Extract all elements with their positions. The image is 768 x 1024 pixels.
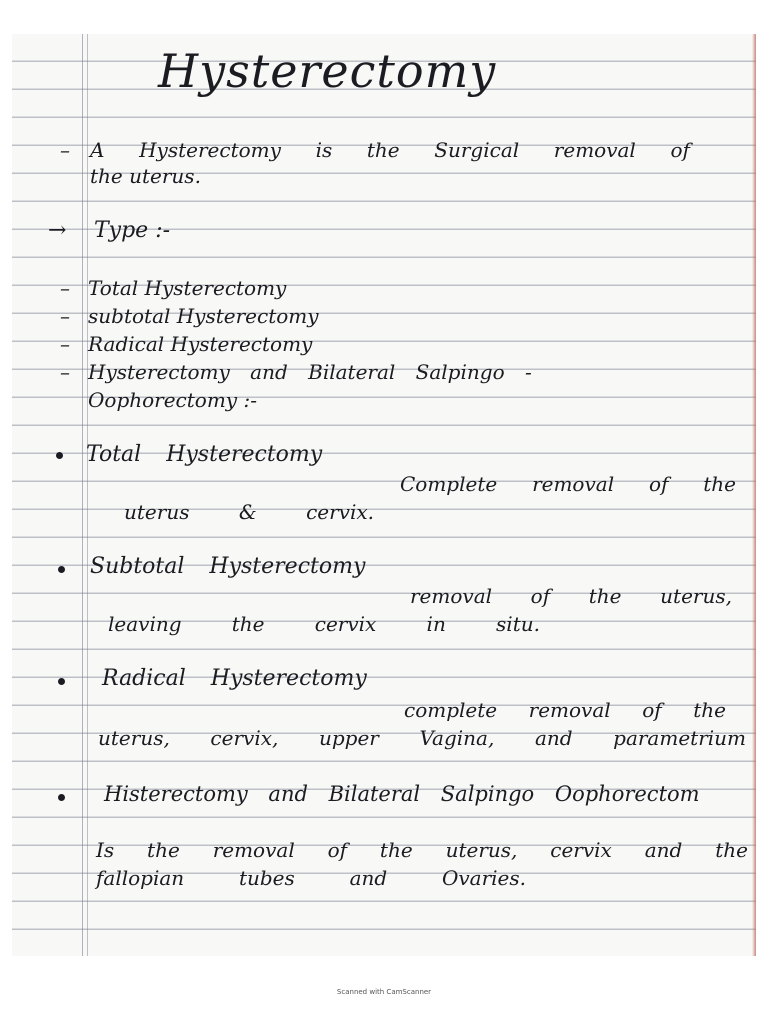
section-line-2 — [124, 500, 374, 524]
word: A — [90, 138, 105, 162]
section-line-2 — [108, 612, 540, 636]
word: and — [644, 838, 683, 862]
word: situ. — [496, 612, 540, 636]
bullet-dot — [58, 678, 65, 685]
word: Is — [96, 838, 115, 862]
word: Ovaries. — [441, 866, 526, 890]
page-title: Hysterectomy — [158, 44, 497, 98]
section-line-1 — [96, 838, 748, 862]
bullet-dot — [58, 566, 65, 573]
word: complete — [404, 698, 498, 722]
scanner-watermark: Scanned with CamScanner — [336, 988, 432, 996]
word: of — [530, 584, 551, 608]
list-item: Radical Hysterectomy — [88, 332, 313, 356]
bullet-dot — [58, 794, 65, 801]
list-dash: – — [60, 304, 70, 328]
section-heading: Radical Hysterectomy — [102, 666, 367, 691]
word: the — [147, 838, 180, 862]
section-line-1 — [400, 472, 736, 496]
word: Vagina, — [419, 726, 495, 750]
word: removal — [410, 584, 493, 608]
section-line-2 — [96, 866, 526, 890]
intro-line-1 — [90, 138, 690, 162]
word: uterus, — [98, 726, 170, 750]
word: the — [588, 584, 622, 608]
word: fallopian — [96, 866, 185, 890]
word: leaving — [108, 612, 182, 636]
word: & — [238, 500, 257, 524]
word: of — [327, 838, 348, 862]
word: the — [231, 612, 265, 636]
word: in — [426, 612, 446, 636]
word: cervix. — [306, 500, 374, 524]
word: of — [648, 472, 669, 496]
list-item: subtotal Hysterectomy — [88, 304, 319, 328]
word: Surgical — [434, 138, 520, 162]
notebook-page-scan — [12, 34, 756, 956]
word: and — [349, 866, 388, 890]
word: removal — [553, 138, 636, 162]
word: Complete — [400, 472, 498, 496]
intro-line-2: the uterus. — [90, 164, 201, 188]
word: of — [670, 138, 690, 162]
list-item: Hysterectomy and Bilateral Salpingo - — [88, 360, 532, 384]
word: removal — [212, 838, 295, 862]
word: the — [693, 698, 726, 722]
word: of — [642, 698, 662, 722]
word: cervix, — [210, 726, 279, 750]
notebook-margin-line — [82, 34, 88, 956]
list-dash: – — [60, 360, 70, 384]
word: uterus, — [660, 584, 732, 608]
types-heading: Type :- — [94, 218, 171, 243]
word: and — [534, 726, 573, 750]
word: is — [315, 138, 333, 162]
word: uterus, — [445, 838, 518, 862]
list-item: Oophorectomy :- — [88, 388, 257, 412]
word: the — [703, 472, 736, 496]
word: cervix — [550, 838, 612, 862]
section-line-1 — [404, 698, 726, 722]
word: parametrium — [613, 726, 746, 750]
section-heading: Total Hysterectomy — [86, 442, 323, 467]
list-dash: – — [60, 276, 70, 300]
word: the — [379, 838, 413, 862]
word: removal — [532, 472, 615, 496]
word: the — [715, 838, 748, 862]
word: upper — [318, 726, 379, 750]
bullet-dot — [56, 452, 63, 459]
word: removal — [528, 698, 611, 722]
word: uterus — [124, 500, 190, 524]
word: cervix — [314, 612, 377, 636]
section-line-2 — [98, 726, 746, 750]
word: the — [366, 138, 400, 162]
section-line-1 — [410, 584, 732, 608]
list-dash: – — [60, 332, 70, 356]
list-item: Total Hysterectomy — [88, 276, 287, 300]
word: tubes — [238, 866, 295, 890]
word: Hysterectomy — [139, 138, 281, 162]
section-heading: Histerectomy and Bilateral Salpingo Oophorectom — [104, 782, 700, 806]
intro-dash: – — [60, 138, 70, 162]
section-heading: Subtotal Hysterectomy — [90, 554, 366, 579]
page-edge-shadow — [752, 34, 756, 956]
arrow-marker: → — [48, 218, 67, 243]
